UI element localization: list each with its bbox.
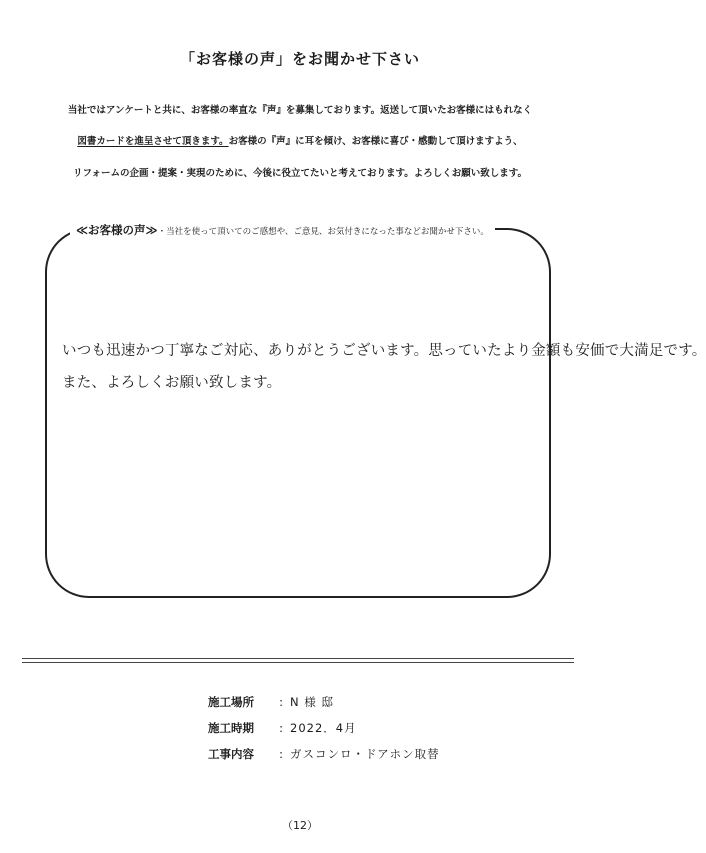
customer-voice-box [45, 228, 551, 598]
gift-card-notice: 図書カードを進呈させて頂きます。 [77, 136, 229, 147]
location-label: 施工場所 [208, 695, 254, 709]
work-value: ガスコンロ・ドアホン取替 [290, 747, 440, 761]
intro-line-3: リフォームの企画・提案・実現のために、今後に役立てたいと考えております。よろしくお願い致します。 [72, 168, 527, 179]
location-value: N 様 邸 [290, 695, 334, 709]
voice-box-instruction: ・当社を使って頂いてのご感想や、ご意見、お気付きになった事などお聞かせ下さい。 [157, 227, 489, 237]
intro-line-1: 当社ではアンケートと共に、お客様の率直な『声』を募集しております。返送して頂いたお客様にはもれなく [67, 105, 533, 116]
work-label: 工事内容 [208, 747, 254, 761]
date-label: 施工時期 [208, 721, 254, 735]
intro-line-2 [40, 133, 560, 147]
date-separator: : [279, 721, 283, 735]
voice-box-header [70, 222, 495, 238]
customer-comment-line-2: また、よろしくお願い致します。 [62, 375, 282, 391]
info-row-location [208, 694, 334, 710]
page-title: 「お客様の声」をお聞かせ下さい [179, 50, 420, 68]
intro-line-2-rest: お客様の『声』に耳を傾け、お客様に喜び・感動して頂けますよう、 [228, 136, 523, 147]
customer-comment-line-1: いつも迅速かつ丁寧なご対応、ありがとうございます。思っていたより金額も安価で大満足です。 [62, 343, 706, 359]
page-number: （12） [282, 819, 318, 832]
work-separator: : [279, 747, 283, 761]
divider-line-bottom [22, 662, 574, 663]
voice-box-heading: ≪お客様の声≫ [76, 223, 158, 237]
date-value: 2022．4月 [290, 721, 357, 735]
location-separator: : [279, 695, 283, 709]
info-row-date [208, 720, 357, 736]
divider-line-top [22, 658, 574, 659]
info-row-work [208, 746, 440, 762]
